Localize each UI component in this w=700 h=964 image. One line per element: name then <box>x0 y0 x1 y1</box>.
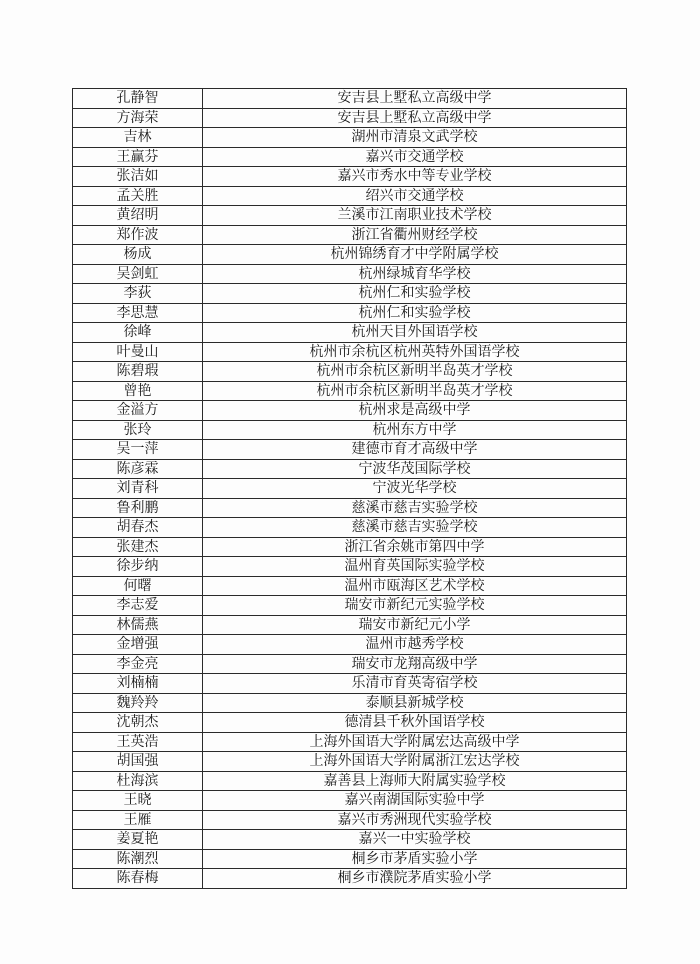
name-cell: 黄绍明 <box>73 206 203 226</box>
school-cell: 浙江省余姚市第四中学 <box>203 537 627 557</box>
name-cell: 刘青科 <box>73 479 203 499</box>
school-cell: 桐乡市茅盾实验小学 <box>203 849 627 869</box>
school-cell: 绍兴市交通学校 <box>203 186 627 206</box>
school-cell: 建德市育才高级中学 <box>203 440 627 460</box>
table-row <box>73 693 627 713</box>
table-row <box>73 713 627 733</box>
school-cell: 温州市瓯海区艺术学校 <box>203 576 627 596</box>
school-cell: 瑞安市新纪元实验学校 <box>203 596 627 616</box>
table-row <box>73 147 627 167</box>
school-cell: 安吉县上墅私立高级中学 <box>203 89 627 109</box>
school-cell: 宁波光华学校 <box>203 479 627 499</box>
name-cell: 叶曼山 <box>73 342 203 362</box>
name-cell: 王英浩 <box>73 732 203 752</box>
table-row <box>73 771 627 791</box>
name-cell: 孔静智 <box>73 89 203 109</box>
table-row <box>73 849 627 869</box>
table-row <box>73 108 627 128</box>
table-row <box>73 791 627 811</box>
table-row <box>73 869 627 889</box>
table-row <box>73 498 627 518</box>
school-cell: 杭州锦绣育才中学附属学校 <box>203 245 627 265</box>
name-cell: 沈朝杰 <box>73 713 203 733</box>
school-cell: 杭州仁和实验学校 <box>203 284 627 304</box>
name-cell: 魏羚羚 <box>73 693 203 713</box>
name-cell: 陈潮烈 <box>73 849 203 869</box>
name-cell: 曾艳 <box>73 381 203 401</box>
school-cell: 瑞安市龙翔高级中学 <box>203 654 627 674</box>
table-row <box>73 830 627 850</box>
name-cell: 陈春梅 <box>73 869 203 889</box>
school-cell: 乐清市育英寄宿学校 <box>203 674 627 694</box>
school-cell: 嘉善县上海师大附属实验学校 <box>203 771 627 791</box>
table-row <box>73 206 627 226</box>
table-row <box>73 518 627 538</box>
name-cell: 胡春杰 <box>73 518 203 538</box>
school-cell: 温州育英国际实验学校 <box>203 557 627 577</box>
table-row <box>73 186 627 206</box>
table-row <box>73 323 627 343</box>
name-cell: 吴一萍 <box>73 440 203 460</box>
table-row <box>73 576 627 596</box>
name-cell: 张建杰 <box>73 537 203 557</box>
name-cell: 吴剑虹 <box>73 264 203 284</box>
name-cell: 孟关胜 <box>73 186 203 206</box>
table-row <box>73 342 627 362</box>
school-cell: 湖州市清泉文武学校 <box>203 128 627 148</box>
name-cell: 张洁如 <box>73 167 203 187</box>
name-cell: 杜海滨 <box>73 771 203 791</box>
table-row <box>73 420 627 440</box>
name-cell: 杨成 <box>73 245 203 265</box>
table-row <box>73 284 627 304</box>
name-cell: 徐峰 <box>73 323 203 343</box>
school-cell: 上海外国语大学附属宏达高级中学 <box>203 732 627 752</box>
table-row <box>73 459 627 479</box>
name-cell: 徐步纳 <box>73 557 203 577</box>
school-cell: 慈溪市慈吉实验学校 <box>203 498 627 518</box>
table-row <box>73 596 627 616</box>
school-cell: 宁波华茂国际学校 <box>203 459 627 479</box>
name-cell: 王赢芬 <box>73 147 203 167</box>
name-cell: 金溢方 <box>73 401 203 421</box>
table-row <box>73 732 627 752</box>
school-cell: 杭州天目外国语学校 <box>203 323 627 343</box>
name-cell: 何曙 <box>73 576 203 596</box>
school-cell: 杭州绿城育华学校 <box>203 264 627 284</box>
school-cell: 杭州市余杭区杭州英特外国语学校 <box>203 342 627 362</box>
name-cell: 方海荣 <box>73 108 203 128</box>
table-row <box>73 401 627 421</box>
table-row <box>73 674 627 694</box>
school-cell: 嘉兴市交通学校 <box>203 147 627 167</box>
name-cell: 刘楠楠 <box>73 674 203 694</box>
table-row <box>73 362 627 382</box>
roster-table <box>72 88 627 889</box>
table-row <box>73 479 627 499</box>
school-cell: 兰溪市江南职业技术学校 <box>203 206 627 226</box>
table-row <box>73 557 627 577</box>
name-cell: 李荻 <box>73 284 203 304</box>
roster-table-body <box>73 89 627 889</box>
name-cell: 金增强 <box>73 635 203 655</box>
table-row <box>73 128 627 148</box>
school-cell: 桐乡市濮院茅盾实验小学 <box>203 869 627 889</box>
school-cell: 慈溪市慈吉实验学校 <box>203 518 627 538</box>
name-cell: 陈彦霖 <box>73 459 203 479</box>
school-cell: 嘉兴一中实验学校 <box>203 830 627 850</box>
name-cell: 郑作波 <box>73 225 203 245</box>
school-cell: 嘉兴市秀洲现代实验学校 <box>203 810 627 830</box>
name-cell: 张玲 <box>73 420 203 440</box>
name-cell: 陈碧瑕 <box>73 362 203 382</box>
name-cell: 胡国强 <box>73 752 203 772</box>
table-row <box>73 752 627 772</box>
table-row <box>73 615 627 635</box>
school-cell: 杭州东方中学 <box>203 420 627 440</box>
name-cell: 李金亮 <box>73 654 203 674</box>
school-cell: 温州市越秀学校 <box>203 635 627 655</box>
school-cell: 嘉兴南湖国际实验中学 <box>203 791 627 811</box>
table-row <box>73 303 627 323</box>
school-cell: 嘉兴市秀水中等专业学校 <box>203 167 627 187</box>
school-cell: 德清县千秋外国语学校 <box>203 713 627 733</box>
name-cell: 林儒燕 <box>73 615 203 635</box>
table-row <box>73 381 627 401</box>
school-cell: 杭州市余杭区新明半岛英才学校 <box>203 381 627 401</box>
school-cell: 瑞安市新纪元小学 <box>203 615 627 635</box>
table-row <box>73 810 627 830</box>
name-cell: 李志爱 <box>73 596 203 616</box>
school-cell: 浙江省衢州财经学校 <box>203 225 627 245</box>
table-row <box>73 245 627 265</box>
table-row <box>73 654 627 674</box>
school-cell: 杭州求是高级中学 <box>203 401 627 421</box>
school-cell: 泰顺县新城学校 <box>203 693 627 713</box>
table-row <box>73 264 627 284</box>
table-row <box>73 89 627 109</box>
name-cell: 鲁利鹏 <box>73 498 203 518</box>
name-cell: 吉林 <box>73 128 203 148</box>
school-cell: 安吉县上墅私立高级中学 <box>203 108 627 128</box>
name-cell: 姜夏艳 <box>73 830 203 850</box>
school-cell: 杭州仁和实验学校 <box>203 303 627 323</box>
name-cell: 王晓 <box>73 791 203 811</box>
school-cell: 杭州市余杭区新明半岛英才学校 <box>203 362 627 382</box>
school-cell: 上海外国语大学附属浙江宏达学校 <box>203 752 627 772</box>
table-row <box>73 225 627 245</box>
name-cell: 王雁 <box>73 810 203 830</box>
table-row <box>73 537 627 557</box>
table-row <box>73 440 627 460</box>
table-row <box>73 635 627 655</box>
name-cell: 李思慧 <box>73 303 203 323</box>
table-row <box>73 167 627 187</box>
